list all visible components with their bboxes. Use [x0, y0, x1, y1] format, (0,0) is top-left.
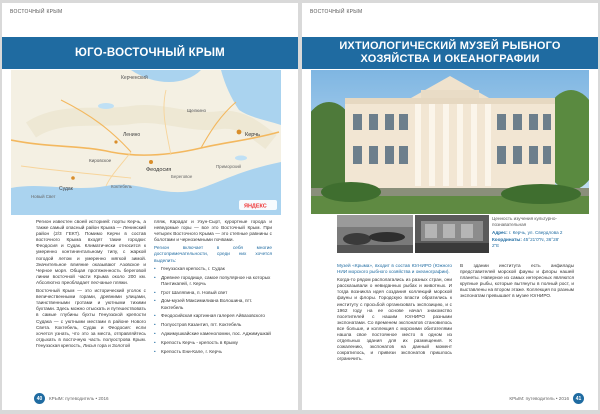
list-item: • Грот Шаляпина, п. Новый свет: [154, 290, 272, 296]
left-page: [2, 3, 298, 410]
list-item: • Древнее городище, самое популярное на которых Пантикапей, г. Керчь: [154, 275, 272, 287]
title-line-2: ХОЗЯЙСТВА И ОКЕАНОГРАФИИ: [360, 53, 540, 65]
list-item: • Полуостров Казантип, пгт. Коктебель: [154, 322, 272, 328]
paragraph: В здании института есть анфилады представителей морской фауны и флоры нашей планеты. Наверное из самых интересных являются крупные рыбы, которые вытянуты в полный рост, и выставлены на втором этаже. Коллекция по разным экспонатам превышает в музее ЮгНИРО.: [460, 263, 574, 299]
coords-value-2: 2"E: [492, 243, 500, 249]
list-item: • Аджимушкайские каменоломни, пос. Аджимушкай: [154, 331, 272, 337]
region-map[interactable]: [11, 70, 281, 215]
map-label: Щелкино: [187, 108, 207, 113]
exhibit-photo-1: [337, 215, 413, 253]
list-item: • Дом-музей Максимилиана Волошина, пгт. Коктебель: [154, 298, 272, 310]
title-banner-right: [302, 37, 598, 69]
title-banner-left: [2, 37, 298, 69]
info-caption: Ценность изучения культурно-познавательная: [492, 216, 557, 227]
text-column-left-1: [36, 219, 146, 351]
coords-row: [492, 237, 590, 249]
map-label: Новый Свет: [31, 194, 56, 199]
attractions-list: [154, 266, 272, 355]
exhibit-photo-2: [415, 215, 489, 253]
map-label: Феодосия: [146, 167, 172, 173]
coords-value: 45°21'0"N, 36°28': [523, 237, 560, 243]
footer-right: [509, 393, 584, 404]
list-item: • Феодосийская картинная галерея Айвазовского: [154, 313, 272, 319]
page-title-right: [302, 40, 598, 66]
paragraph: Восточный Крым — это исторический уголок с величественными горами, древними улицами, таинственными гротами и уютными тихими бухтами. Здесь можно отыскать и путешествовать в самые глубины бухты Генуэзской крепости Судака — с уютными местами в районе Нового Света. Коктебель, Судак и Феодосия: если хочется узнать, что это за места, отправляйтесь отдыхать в восточную часть полуострова Крым. Генуэзская крепость, Лисья гора и Золотой: [36, 288, 146, 348]
museum-info: [492, 216, 590, 251]
lead-paragraph: Музей «Крыма», входит в состав ЮгНИРО (Южного НИИ морского рыбного хозяйства и океанографии).: [337, 263, 452, 275]
map-label: Коктебель: [111, 184, 132, 189]
paragraph: Когда-то рядом располагались из разных стран, они рассказывали о невиданных рыбах и животных. И тогда возникла идея создания коллекций морской фауны и флоры. Городскую власти обратились к институту с просьбой организовать экспозицию, и с 1962 году на ее основе начал знакомство посетителей с нашим ЮгНИРО разными экспонатами. Со временем экспонатов становилось все больше, и коллекция с морскими обитателями нашла свое постоянное место в одном из отдельных здания для их размещения. К сожалению, экспонатов на данный момент сократилось, и привези экспонатов пришлось ограничить.: [337, 277, 452, 362]
map-logo: ЯНДЕКС: [244, 203, 267, 210]
map-label: Судак: [59, 186, 73, 192]
museum-photo: [311, 70, 589, 214]
map-label: Керчь: [245, 132, 260, 138]
footer-text-left: КРЫМ: путеводитель • 2016: [49, 396, 109, 401]
paragraph: пляж, Карадаг и Узун-Сырт, курортные города и неведомые горы — все это Восточный Крым. При четырех Восточного Крыма — это степные равнины с болотами и черноземными почвами.: [154, 219, 272, 243]
text-column-right-2: [460, 263, 574, 302]
map-label: Береговое: [171, 174, 193, 179]
map-label: Керченский: [121, 75, 148, 81]
list-item: • Крепость Ени-Кале, г. Керчь: [154, 349, 272, 355]
list-item: • Генуэзская крепость, г. Судак: [154, 266, 272, 272]
map-label: Ленино: [123, 132, 141, 138]
page-title-left: ЮГО-ВОСТОЧНЫЙ КРЫМ: [75, 47, 225, 59]
text-column-left-2: [154, 219, 272, 358]
title-line-1: ИХТИОЛОГИЧЕСКИЙ МУЗЕЙ РЫБНОГО: [339, 40, 561, 52]
coords-label: Координаты:: [492, 237, 522, 243]
page-number-left: 40: [34, 393, 45, 404]
footer-left: [34, 393, 109, 404]
list-item: • Крепость Керчь - крепость в Крыму: [154, 340, 272, 346]
address-value: г. Керчь, ул. Свердлова 2: [508, 229, 563, 235]
subheading: Регион включает в себя многие достопримечательности, среди них хочется выделить:: [154, 245, 272, 263]
address-label: Адрес:: [492, 229, 508, 235]
right-page: [302, 3, 598, 410]
page-number-right: 41: [573, 393, 584, 404]
running-head-right: ВОСТОЧНЫЙ КРЫМ: [310, 9, 363, 15]
map-label: Приморский: [216, 164, 241, 169]
paragraph: Регион известен своей историей: порты Керчь, а также самый опасный район Крыма — Ленинский район (2/3 ГЕКТ). Помимо Керчи в состав восточного Крыма входят такие городки: Феодосия и Судак. Климатически относится к умеренно континентальному типу, с жаркой погодой летом и умеренно мягкой зимой. Значительное влияние оказывают Азовское и Черное моря. Общая протяженность береговой линии восточной части Крыма около 200 км. Абсолютно преобладает песчаные пляжи.: [36, 219, 146, 285]
text-column-right-1: [337, 263, 452, 365]
map-label: Кировское: [89, 158, 112, 163]
address-row: [492, 230, 590, 236]
running-head-left: ВОСТОЧНЫЙ КРЫМ: [10, 9, 63, 15]
footer-text-right: КРЫМ: путеводитель • 2016: [509, 396, 569, 401]
